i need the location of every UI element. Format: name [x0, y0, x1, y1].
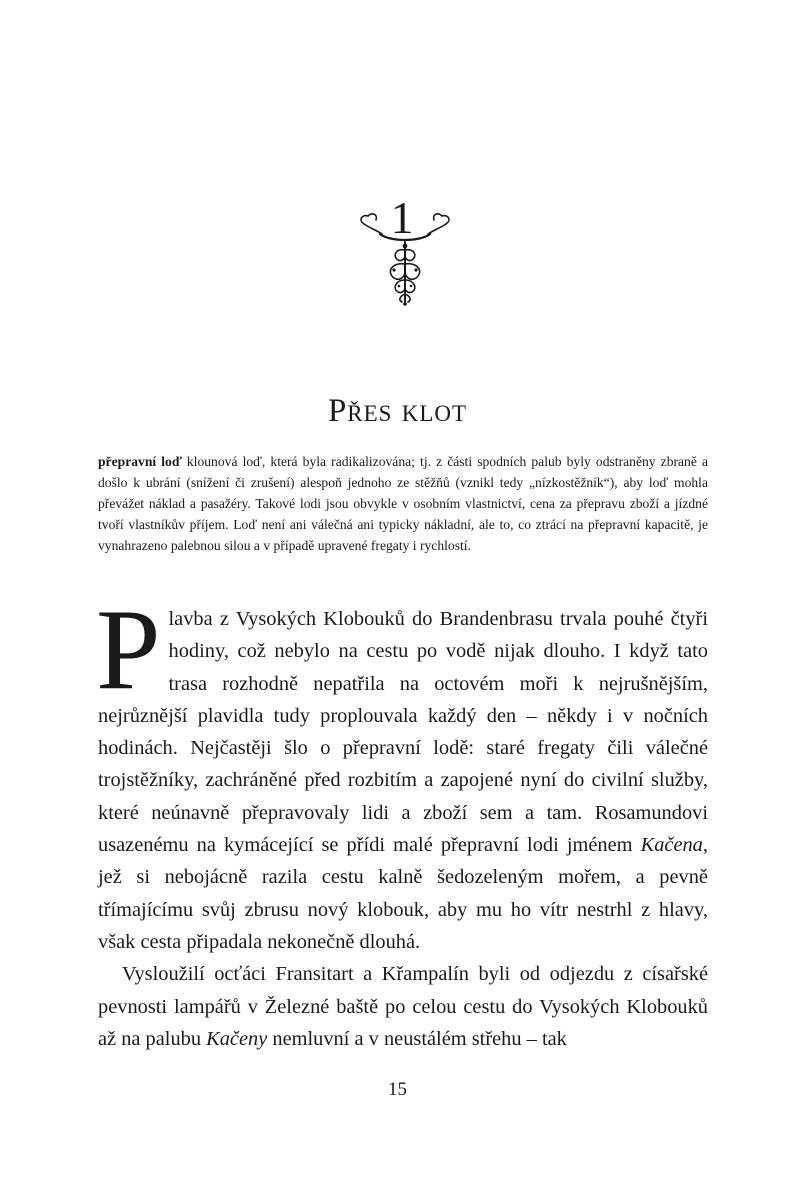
- glossary-definition: klounová loď, která byla radikalizována; tj. z části spodních palub byly odstraněny zbraně a došlo k ubrání (snížení či zrušení) alespoň jednoho ze stěžňů (vznikl tedy „nízkostěžník“), aby loď mohla převážet náklad a pasažéry. Takové lodi jsou obvykle v osobním vlastnictví, cena za přepravu zboží a jízdné tvoří vlastníkův příjem. Loď není ani válečná ani typicky nákladní, ale to, co ztrácí na přepravní kapacitě, je vynahrazeno palebnou silou a v případě upravené fregaty i rychlostí.: [98, 454, 709, 553]
- drop-cap: P: [96, 586, 161, 714]
- main-text: [96, 586, 708, 1055]
- paragraph: [96, 586, 708, 958]
- paragraph-text: Vysloužilí ocťáci Fransitart a Křampalín byli od odjezdu z císařské pevnosti lampářů v Železné baště po celou cestu do Vysokých Klobouků až na palubu: [98, 963, 708, 1050]
- paragraph-text: lavba z Vysokých Klobouků do Brandenbrasu trvala pouhé čtyři hodiny, což nebylo na cestu po vodě nijak dlouho. I když tato trasa rozhodně nepatřila na octovém moři k nejrušnějším, nejrůznější plavidla tudy proplouvala každý den – někdy i v nočních hodinách. Nejčastěji šlo o přepravní lodě: staré fregaty čili válečné trojstěžníky, zachráněné před rozbitím a zapojené nyní do civilní služby, které neúnavně přepravovaly lidi a zboží sem a tam. Rosamundovi usazenému na kymácející se přídi malé přepravní lodi jménem: [98, 608, 708, 857]
- paragraph: [98, 958, 708, 1055]
- paragraph-text: , jež si nebojácně razila cestu kalně šedozeleným mořem, a pevně třímajícímu svůj zbrusu nový klobouk, aby mu ho vítr nestrhl z hlavy, však cesta připadala nekonečně dlouhá.: [98, 834, 708, 953]
- page-number: 15: [388, 1079, 407, 1100]
- glossary-entry: [98, 451, 708, 556]
- paragraph-text: nemluvní a v neustálém střehu – tak: [267, 1027, 567, 1050]
- glossary-term: přepravní loď: [98, 454, 182, 469]
- chapter-number: 1: [390, 192, 414, 243]
- chapter-title: Přes klot: [327, 393, 468, 430]
- ship-name: Kačena: [640, 834, 703, 857]
- ship-name: Kačeny: [206, 1027, 268, 1050]
